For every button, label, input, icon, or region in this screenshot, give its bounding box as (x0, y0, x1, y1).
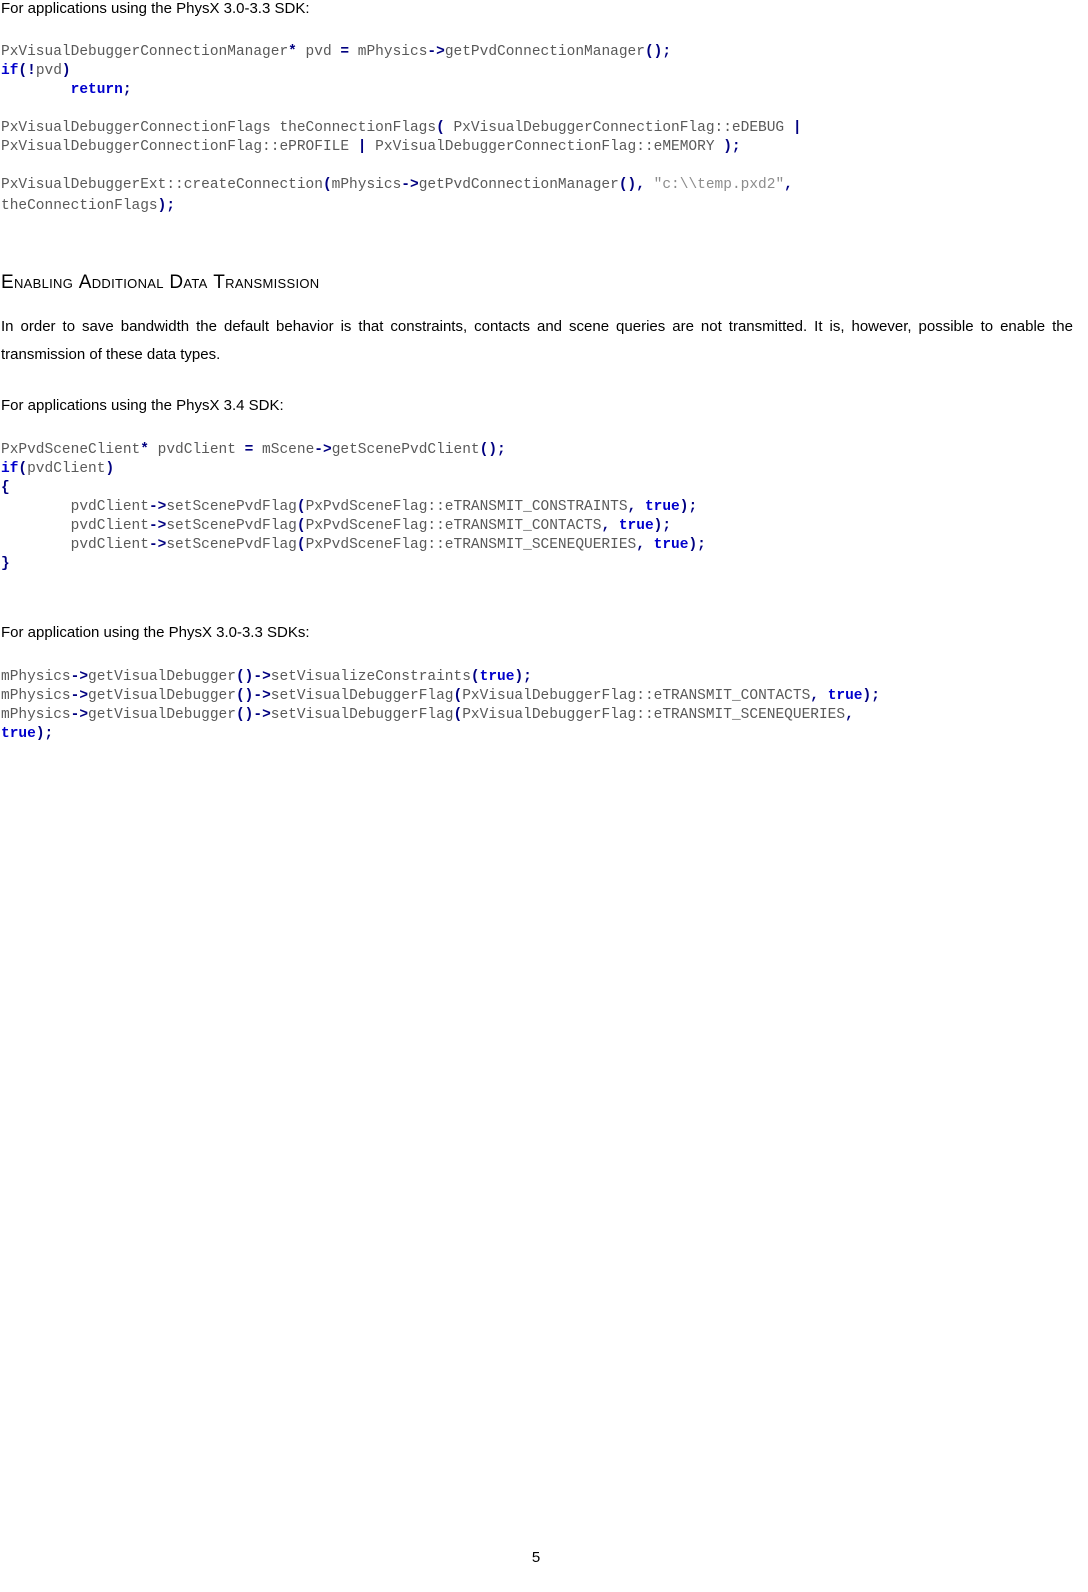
code-text: mPhysics (349, 44, 428, 60)
code-text: setVisualizeConstraints (270, 669, 471, 685)
code-operator: -> (70, 707, 89, 723)
code-block-visual-debugger (1, 668, 880, 746)
code-text: setScenePvdFlag (166, 518, 297, 534)
code-keyword: if (1, 63, 19, 79)
code-text: pvdClient (27, 461, 106, 477)
code-operator: { (1, 480, 10, 496)
heading-word-rest: nabling (13, 272, 79, 293)
code-operator: ()-> (235, 669, 271, 685)
code-line (1, 43, 802, 62)
code-operator: ); (723, 139, 741, 155)
code-operator: (! (18, 63, 36, 79)
code-operator: * (288, 44, 297, 60)
code-text: mPhysics (1, 707, 71, 723)
heading-word-initial: A (78, 272, 92, 293)
code-line (1, 498, 706, 517)
code-text: mPhysics (1, 688, 71, 704)
code-keyword: true (618, 518, 654, 534)
code-text: PxPvdSceneFlag::eTRANSMIT_CONTACTS (305, 518, 602, 534)
code-line (1, 517, 706, 536)
code-operator: ); (35, 726, 54, 742)
code-operator: ) (105, 461, 115, 477)
code-text: PxVisualDebuggerConnectionFlags theConnectionFlags (1, 120, 437, 136)
code-operator: ) (61, 63, 71, 79)
code-operator: , (627, 499, 637, 515)
code-keyword: if (1, 461, 19, 477)
code-operator: ( (18, 461, 28, 477)
code-operator: ( (296, 499, 306, 515)
code-text: setVisualDebuggerFlag (270, 688, 454, 704)
code-block-connection (1, 43, 802, 216)
code-operator: -> (401, 177, 419, 193)
code-text: pvd (35, 63, 62, 79)
code-text: PxVisualDebuggerConnectionManager (1, 44, 289, 60)
code-string: "c:\\temp.pxd2" (653, 177, 785, 193)
code-operator: = (340, 44, 350, 60)
code-text: pvdClient (148, 442, 245, 458)
code-text (610, 518, 619, 534)
code-operator: (), (618, 177, 645, 193)
code-line (1, 62, 802, 81)
page-number: 5 (531, 1549, 541, 1566)
code-text (645, 537, 654, 553)
code-operator: ( (453, 688, 463, 704)
intro-physx-33: For applications using the PhysX 3.0-3.3 SDK: (1, 0, 310, 17)
code-line (1, 197, 802, 216)
code-line (1, 119, 802, 138)
code-text (636, 499, 645, 515)
code-operator: -> (314, 442, 332, 458)
code-operator: (); (479, 442, 506, 458)
code-text: PxPvdSceneClient (1, 442, 141, 458)
code-operator: ( (296, 537, 306, 553)
code-operator: | (357, 139, 367, 155)
code-text (819, 688, 828, 704)
code-operator: ( (436, 120, 445, 136)
code-text: PxVisualDebuggerConnectionFlag::ePROFILE (1, 139, 358, 155)
heading-word-initial: D (169, 272, 184, 293)
code-operator: ); (688, 537, 706, 553)
code-text: mScene (253, 442, 315, 458)
intro-physx-34: For applications using the PhysX 3.4 SDK: (1, 397, 284, 414)
code-operator: -> (148, 518, 167, 534)
code-text: getVisualDebugger (88, 707, 236, 723)
code-operator: * (140, 442, 149, 458)
code-text: PxVisualDebuggerConnectionFlag::eMEMORY (366, 139, 724, 155)
code-operator: -> (148, 537, 167, 553)
code-line (1, 441, 706, 460)
heading-word-initial: E (1, 272, 14, 293)
code-operator: ; (122, 82, 132, 98)
code-text: mPhysics (1, 669, 71, 685)
heading-word-rest: dditional (91, 272, 170, 293)
code-text: pvdClient (1, 518, 149, 534)
code-operator: -> (427, 44, 445, 60)
code-text: setVisualDebuggerFlag (270, 707, 454, 723)
code-block-scene-client (1, 441, 706, 574)
code-operator: , (601, 518, 611, 534)
code-operator: , (784, 177, 793, 193)
code-operator: ); (653, 518, 672, 534)
code-operator: -> (70, 669, 89, 685)
body-paragraph: In order to save bandwidth the default behavior is that constraints, contacts and scene queries are not transmitted. It is, however, possible to enable the transmission of these data types. (1, 318, 1073, 363)
code-operator: ); (679, 499, 698, 515)
code-text: mPhysics (331, 177, 402, 193)
code-keyword: true (1, 726, 36, 742)
code-text: PxPvdSceneFlag::eTRANSMIT_SCENEQUERIES (305, 537, 637, 553)
code-line (1, 687, 880, 706)
code-line (1, 138, 802, 157)
intro-physx-33-sdks: For application using the PhysX 3.0-3.3 SDKs: (1, 624, 310, 641)
code-keyword: return (70, 82, 123, 98)
code-operator: ); (514, 669, 532, 685)
code-keyword: true (479, 669, 515, 685)
code-keyword: true (644, 499, 680, 515)
code-text: PxVisualDebuggerConnectionFlag::eDEBUG (444, 120, 793, 136)
code-line (1, 555, 706, 574)
code-line (1, 100, 802, 119)
code-operator: ()-> (235, 707, 271, 723)
heading-word-rest: ata (183, 272, 214, 293)
code-text: setScenePvdFlag (166, 499, 297, 515)
code-operator: } (1, 556, 10, 572)
code-operator: , (636, 537, 645, 553)
code-operator: , (845, 707, 854, 723)
code-text: PxVisualDebuggerExt::createConnection (1, 177, 323, 193)
code-operator: ); (157, 198, 176, 214)
section-heading (1, 272, 319, 294)
code-line (1, 176, 802, 197)
code-operator: ); (862, 688, 880, 704)
heading-word-initial: T (213, 272, 226, 293)
code-keyword: true (653, 537, 689, 553)
code-keyword: true (827, 688, 863, 704)
code-operator: ( (470, 669, 480, 685)
code-text (645, 177, 654, 193)
code-text: getPvdConnectionManager (444, 44, 645, 60)
code-operator: (); (644, 44, 672, 60)
code-text: PxVisualDebuggerFlag::eTRANSMIT_SCENEQUERIES (462, 707, 846, 723)
code-operator: ( (296, 518, 306, 534)
code-line (1, 536, 706, 555)
code-text: getScenePvdClient (331, 442, 480, 458)
code-text (1, 82, 71, 98)
code-operator: -> (148, 499, 167, 515)
code-text: pvdClient (1, 537, 149, 553)
code-line (1, 157, 802, 176)
code-operator: ( (322, 177, 332, 193)
code-text: getPvdConnectionManager (418, 177, 619, 193)
code-operator: = (244, 442, 254, 458)
code-text: pvd (296, 44, 341, 60)
code-text: getVisualDebugger (88, 688, 236, 704)
heading-word-rest: ransmission (225, 272, 320, 293)
code-line (1, 725, 880, 746)
code-text: setScenePvdFlag (166, 537, 297, 553)
code-operator: | (792, 120, 802, 136)
code-text: theConnectionFlags (1, 198, 158, 214)
code-operator: ( (453, 707, 463, 723)
code-text: pvdClient (1, 499, 149, 515)
code-text: PxVisualDebuggerFlag::eTRANSMIT_CONTACTS (462, 688, 811, 704)
code-line (1, 460, 706, 479)
code-operator: , (810, 688, 819, 704)
code-line (1, 668, 880, 687)
code-line (1, 706, 880, 725)
code-line (1, 479, 706, 498)
code-operator: ()-> (235, 688, 271, 704)
code-operator: -> (70, 688, 89, 704)
code-line (1, 81, 802, 100)
code-text: getVisualDebugger (88, 669, 236, 685)
code-text: PxPvdSceneFlag::eTRANSMIT_CONSTRAINTS (305, 499, 628, 515)
